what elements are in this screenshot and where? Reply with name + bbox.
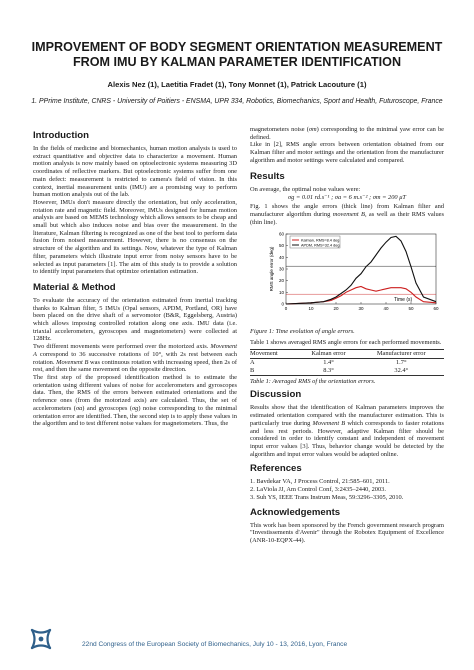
author-list: Alexis Nez (1), Laetitia Fradet (1), Tony Monnet (1), Patrick Lacouture (1) <box>107 80 367 89</box>
table-intro: Table 1 shows averaged RMS angle errors for each performed movements. <box>250 339 442 347</box>
page-footer <box>28 626 448 654</box>
y-tick-label: 40 <box>278 255 284 261</box>
x-tick-label: 30 <box>358 306 364 312</box>
table-cell: B <box>250 367 299 376</box>
method-p2-mid: correspond to 36 successive rotations of 10°, with 2s rest between each rotation. <box>33 350 237 366</box>
table-cell: 32.4° <box>359 367 445 376</box>
sigma-g-symbol: σg <box>131 404 139 412</box>
acknowledgements-heading: Acknowledgements <box>250 506 341 518</box>
results-heading: Results <box>250 170 285 182</box>
results-movement-b: movement B <box>332 210 365 218</box>
r-p0-b: ) corresponding to the minimal yaw error can be defined. <box>250 126 444 141</box>
footer-text: 22nd Congress of the European Society of Biomechanics, July 10 - 13, 2016, Lyon, France <box>82 641 348 648</box>
y-tick-label: 30 <box>278 266 284 272</box>
results-table <box>250 349 444 376</box>
comparison-paragraph: Like in [2], RMS angle errors between orientation obtained from our Kalman filter and motor settings and the orientation from the manufacturer algorithm and motor settings were calculated and compared. <box>250 141 444 164</box>
noise-equation: σg = 0.01 rd.s⁻¹ ; σa = 6 m.s⁻² ; σm = 200 μT <box>288 194 406 202</box>
esb-logo-icon <box>28 626 54 652</box>
movement-a-term: Movement A <box>33 343 237 358</box>
discussion-movement-b: Movement B <box>312 419 346 427</box>
discussion-paragraph <box>250 404 444 458</box>
table-header-row <box>250 349 444 358</box>
table-header-manufacturer: Manufacturer error <box>359 349 445 358</box>
y-tick-label: 10 <box>278 290 284 296</box>
y-axis-label: RMS angle error (deg) <box>269 246 274 292</box>
x-axis-label: Time (s) <box>394 297 413 304</box>
x-tick-label: 0 <box>284 306 288 312</box>
page-title: IMPROVEMENT OF BODY SEGMENT ORIENTATION MEASUREMENT FROM IMU BY KALMAN PARAMETER IDENTIFICATION <box>31 40 443 69</box>
legend-label-1: Kalman, RMS=8.4 deg <box>301 238 340 243</box>
table-row <box>250 358 444 367</box>
intro-paragraph-1: In the fields of medicine and biomechanics, human motion analysis is used to extract quantitative and objective data to characterize a movement. Human motion analysis is now mainly based on optoelectronic systems measuring 3D coordinates of reflective markers. But optoelectronic systems suffer from one main defect: measurement is restricted to camera's field of vision. In this context, inertial measurement units (IMU) are a promising way to perform human motion analysis out of the lab. <box>33 145 237 199</box>
results-p2-b: , as well as their RMS values (thin line). <box>250 210 444 226</box>
results-continuation <box>250 126 444 141</box>
reference-item: 2. LaViola JJ, Am Control Conf, 3:2435–2440, 2003. <box>250 486 386 494</box>
discussion-p-b: which corresponds to faster rotations and less rest periods. However, adaptive Kalman filter should be considered in order to identify constant and independent of movement input error values [3]. Thus, behavior change would be detected by the algorithm and input error values would be adapted online. <box>250 419 444 458</box>
r-p0-a: magnetometers noise ( <box>250 126 309 133</box>
figure-1-caption: Figure 1: Time evolution of angle errors. <box>250 328 355 336</box>
reference-item: 1. Bavdekar VA, J Process Control, 21:585–601, 2011. <box>250 478 390 486</box>
y-tick-label: 50 <box>278 243 284 249</box>
method-p3-a: The first step of the proposed identification method is to estimate the orientation using different values of noise for accelerometers and gyroscopes data. Then, the RMS of the errors between estimated orientations and the reference ones (from the motorized axis) are calculated. Thus, the set of accelerometers ( <box>33 373 237 412</box>
intro-paragraph-2: However, IMUs don't measure directly the orientation, but only acceleration, rotation rate and magnetic field. Moreover, IMUs designed for human motion analysis are based on MEMS technology which allows sensors to be cheap and small but which also induces noise and bias over the measurement. In the literature, Kalman filtering is recognized as one of the best tool to perform data fusion from noised measurement. However, there is no consensus on the structure of the algorithm and its settings. Now, whatever the type of Kalman filter, parameters which illustrate input error from noisy sensors have to be selected as input parameters [1]. The aim of this study is to provide a solution to identify input parameters that optimize orientation estimation. <box>33 198 237 276</box>
x-tick-label: 20 <box>333 306 339 312</box>
y-tick-label: 60 <box>278 231 284 237</box>
reference-list <box>250 478 444 501</box>
method-paragraph-2 <box>33 343 237 374</box>
x-tick-label: 10 <box>308 306 314 312</box>
method-paragraph-1: To evaluate the accuracy of the orientation estimated from inertial tracking thanks to Kalman filter, 5 IMUs (Opal sensors, APDM, Portland, OR) have been placed on the drive shaft of a servomotor (B&R, Eggelsberg, Austria) which allows imposing controlled rotation along one axis. IMU data (i.e. triaxial accelerometers, gyroscopes and magnetometers) were collected at 128Hz. <box>33 296 237 343</box>
method-heading: Material & Method <box>33 281 116 293</box>
method-p2-pre: Two different movements were performed over the motorized axis. <box>33 343 211 351</box>
y-tick-label: 0 <box>281 301 284 307</box>
legend-label-2: APDM, RMS=32.4 deg <box>301 243 340 248</box>
method-p2-post: was continuous rotation with increasing speed, then 2s of rest, and then the same movement on the opposite direction. <box>33 358 237 374</box>
table-row <box>250 367 444 376</box>
results-paragraph-2 <box>250 203 444 226</box>
x-tick-label: 60 <box>433 306 439 312</box>
results-p2-a: Fig. 1 shows the angle errors (thick line) from Kalman filter and manufacturer algorithm during <box>250 203 444 218</box>
table-header-kalman: Kalman error <box>299 349 359 358</box>
reference-item: 3. Suh YS, IEEE Trans Instrum Meas, 59:3296–3305, 2010. <box>250 493 404 501</box>
table-header-movement: Movement <box>250 349 299 358</box>
discussion-heading: Discussion <box>250 389 302 401</box>
figure-1 <box>250 228 444 326</box>
sigma-m-symbol: σm <box>308 126 317 133</box>
left-column <box>33 126 237 428</box>
method-p3-c: ) noise corresponding to the minimal orientation error are identified. Then, the second step is to apply these values in the algorithm and to test different noise values for magnetometers. Thus, the <box>33 404 238 428</box>
x-tick-label: 50 <box>408 306 414 312</box>
affiliation: 1. PPrime Institute, CNRS - University of Poitiers - ENSMA, UPR 334, Robotics, Biomechanics, Sport and Health, Futuroscope, France <box>31 98 443 105</box>
table-cell: 8.3° <box>299 367 359 376</box>
right-column <box>250 126 444 545</box>
angle-error-chart <box>250 228 444 326</box>
method-paragraph-3 <box>33 374 237 428</box>
x-tick-label: 40 <box>383 306 389 312</box>
table-cell: 1.7° <box>395 358 407 366</box>
table-cell: A <box>250 358 255 366</box>
method-p3-b: ) and gyroscopes ( <box>82 404 132 412</box>
table-1-caption: Table 1: Averaged RMS of the orientation errors. <box>250 377 376 385</box>
introduction-heading: Introduction <box>33 130 89 141</box>
references-heading: References <box>250 463 302 475</box>
table-cell: 1.4° <box>323 358 334 366</box>
results-paragraph-1: On average, the optimal noise values were: <box>250 185 361 193</box>
sigma-a-symbol: σa <box>75 404 83 412</box>
movement-b-term: Movement B <box>56 358 89 366</box>
discussion-p-a: Results show that the identification of Kalman parameters improves the estimated orientation compared with the manufacturer estimation. This is particularly true during <box>250 404 444 427</box>
y-tick-label: 20 <box>278 278 284 284</box>
acknowledgements-paragraph: This work has been sponsored by the French government research program "Investissements d'Avenir" through the Robotex Equipment of Excellence (ANR-10-EQPX-44). <box>250 521 444 545</box>
